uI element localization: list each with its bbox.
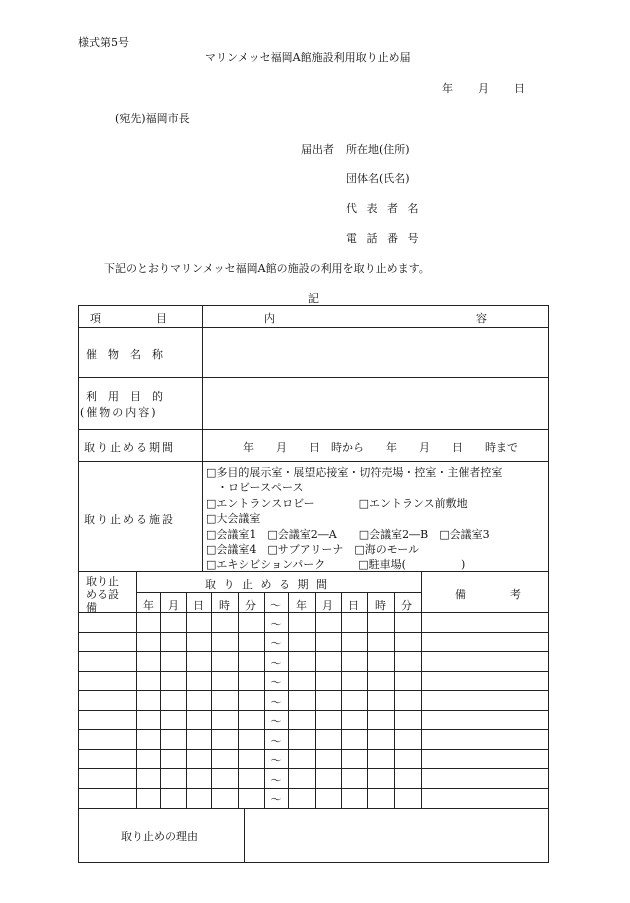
ki-label: 記 xyxy=(308,292,319,305)
facility-line: □会議室4 □サブアリーナ □海のモール xyxy=(206,543,420,556)
date-month: 月 xyxy=(478,82,489,95)
purpose-label: 利 用 目 的 xyxy=(86,390,163,403)
row-tilde: ～ xyxy=(270,696,282,709)
sub-month-start: 月 xyxy=(168,599,179,612)
equipment-label-2: める設 xyxy=(86,588,119,601)
row-tilde: ～ xyxy=(270,715,282,728)
sub-hour-end: 時 xyxy=(375,599,386,612)
facility-label: 取り止める施設 xyxy=(84,513,175,526)
row-tilde: ～ xyxy=(270,676,282,689)
sub-day-end: 日 xyxy=(348,599,359,612)
sub-minute-end: 分 xyxy=(401,599,412,612)
period-text: 年 月 日 時から 年 月 日 時まで xyxy=(243,441,518,454)
equipment-label-3: 備 xyxy=(86,601,97,614)
facility-line: ・ロビースペース xyxy=(206,481,304,494)
row-tilde: ～ xyxy=(270,754,282,767)
sub-year-end: 年 xyxy=(296,599,307,612)
sub-year-start: 年 xyxy=(143,599,154,612)
applicant-label: 届出者 xyxy=(301,143,334,156)
applicant-address: 所在地(住所) xyxy=(346,143,410,156)
date-day: 日 xyxy=(514,82,525,95)
remarks-header: 備 考 xyxy=(455,588,521,601)
form-number: 様式第5号 xyxy=(78,36,129,49)
facility-line: □多目的展示室・展望応接室・切符売場・控室・主催者控室 xyxy=(206,466,503,479)
period-header: 取 り 止 め る 期 間 xyxy=(205,578,329,591)
intro-text: 下記のとおりマリンメッセ福岡A館の施設の利用を取り止めます。 xyxy=(104,262,430,275)
sub-day-start: 日 xyxy=(193,599,204,612)
applicant-phone: 電 話 番 号 xyxy=(346,232,422,245)
date-year: 年 xyxy=(442,82,453,95)
row-tilde: ～ xyxy=(270,793,282,806)
sub-hour-start: 時 xyxy=(219,599,230,612)
row-tilde: ～ xyxy=(270,618,282,631)
head-item: 項 目 xyxy=(90,312,167,325)
facility-line: □大会議室 xyxy=(206,512,261,525)
form-title: マリンメッセ福岡A館施設利用取り止め届 xyxy=(205,51,411,64)
addressee: (宛先)福岡市長 xyxy=(115,112,190,125)
event-name-label: 催 物 名 称 xyxy=(86,348,163,361)
row-tilde: ～ xyxy=(270,657,282,670)
facility-line: □会議室1 □会議室2―A □会議室2―B □会議室3 xyxy=(206,528,490,541)
equipment-label-1: 取り止 xyxy=(86,575,119,588)
sub-month-end: 月 xyxy=(322,599,333,612)
facility-line: □エントランスロビー □エントランス前敷地 xyxy=(206,497,468,510)
purpose-sub-label: (催物の内容) xyxy=(80,406,158,419)
period-label: 取り止める期間 xyxy=(84,441,175,454)
row-tilde: ～ xyxy=(270,637,282,650)
row-tilde: ～ xyxy=(270,735,282,748)
sub-minute-start: 分 xyxy=(245,599,256,612)
applicant-org: 団体名(氏名) xyxy=(346,172,410,185)
facility-line: □エキシビションパーク □駐車場( ) xyxy=(206,558,466,571)
sub-tilde: ～ xyxy=(270,599,281,612)
head-content-1: 内 xyxy=(264,312,275,325)
applicant-rep: 代 表 者 名 xyxy=(346,202,422,215)
row-tilde: ～ xyxy=(270,774,282,787)
reason-label: 取り止めの理由 xyxy=(121,830,198,843)
head-content-2: 容 xyxy=(476,312,487,325)
